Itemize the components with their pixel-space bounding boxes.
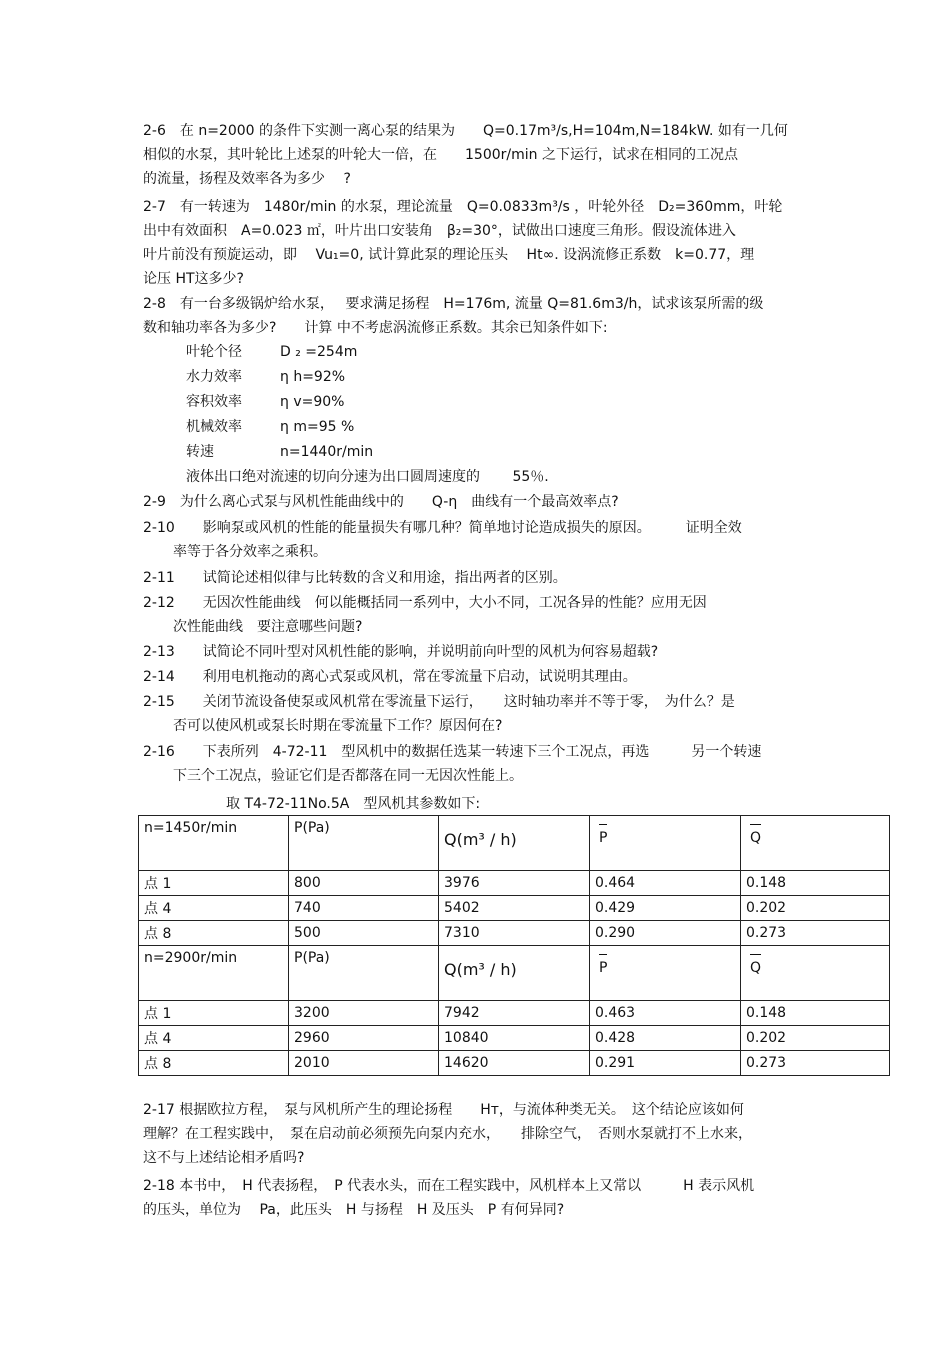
- table-caption: 取 T4-72-11No.5A 型风机其参数如下:: [226, 796, 481, 812]
- known-conditions-list: [186, 340, 549, 490]
- table-header-row: n=1450r/min P(Pa) Q(m³ / h) P Q: [139, 816, 890, 871]
- question-2-11: 2-11 试简论述相似律与比转数的含义和用途，指出两者的区别。: [143, 570, 567, 586]
- question-2-17: 2-17 根据欧拉方程， 泵与风机所产生的理论扬程 Hт，与流体种类无关。 这个结论应该如何 理解？在工程实践中， 泵在启动前必须预先向泵内充水， 排除空气， 否则水泵就打不上水来， 这不与上述结论相矛盾吗?: [143, 1102, 752, 1166]
- question-2-6: 2-6 在 n=2000 的条件下实测一离心泵的结果为 Q=0.17m³/s,H=104m,N=184kW. 如有一几何 相似的水泵，其叶轮比上述泵的叶轮大一倍，在 1500r/min 之下运行，试求在相同的工况点 的流量，扬程及效率各为多少 ?: [143, 123, 788, 187]
- table-header-row: n=2900r/min P(Pa) Q(m³ / h) P Q: [139, 946, 890, 1001]
- question-2-7: 2-7 有一转速为 1480r/min 的水泵，理论流量 Q=0.0833m³/s ，叶轮外径 D₂=360mm，叶轮 出中有效面积 A=0.023 ㎡，叶片出口安装角 β₂=30°，试做出口速度三角形。假设流体进入 叶片前没有预旋运动，即 Vu₁=0, 试计算此泵的理论压头 Ht∞. 设涡流修正系数 k=0.77，理 论压 HT这多少?: [143, 199, 783, 287]
- param-row: 机械效率 η m=95 %: [186, 419, 355, 435]
- table-row: 点 1 3200 7942 0.463 0.148: [139, 1001, 890, 1026]
- table-row: 点 1 800 3976 0.464 0.148: [139, 871, 890, 896]
- param-row: 叶轮个径 D ₂ =254m: [186, 344, 358, 360]
- question-2-14: 2-14 利用电机拖动的离心式泵或风机，常在零流量下启动，试说明其理由。: [143, 669, 637, 685]
- param-note: 液体出口绝对流速的切向分速为出口圆周速度的 55％.: [186, 469, 549, 485]
- table-row: 点 8 500 7310 0.290 0.273: [139, 921, 890, 946]
- fan-parameter-table: [138, 815, 890, 1076]
- question-2-10: 2-10 影响泵或风机的性能的能量损失有哪几种？简单地讨论造成损失的原因。 证明全效 率等于各分效率之乘积。: [143, 520, 742, 560]
- question-2-13: 2-13 试简论不同叶型对风机性能的影响，并说明前向叶型的风机为何容易超载?: [143, 644, 659, 660]
- param-row: 转速 n=1440r/min: [186, 444, 374, 460]
- table-row: 点 4 2960 10840 0.428 0.202: [139, 1026, 890, 1051]
- question-2-15: 2-15 关闭节流设备使泵或风机常在零流量下运行， 这时轴功率并不等于零， 为什么？是 否可以使风机或泵长时期在零流量下工作？原因何在?: [143, 694, 735, 734]
- param-row: 水力效率 η h=92%: [186, 369, 346, 385]
- question-2-16: 2-16 下表所列 4-72-11 型风机中的数据任选某一转速下三个工况点，再选 另一个转速 下三个工况点，验证它们是否都落在同一无因次性能上。: [143, 744, 762, 784]
- question-2-18: 2-18 本书中， H 代表扬程， P 代表水头，而在工程实践中，风机样本上又常以 H 表示风机 的压头，单位为 Pa，此压头 H 与扬程 H 及压头 P 有何异同?: [143, 1178, 755, 1218]
- question-2-9: 2-9 为什么离心式泵与风机性能曲线中的 Q-η 曲线有一个最高效率点?: [143, 494, 619, 510]
- param-row: 容积效率 η v=90%: [186, 394, 345, 410]
- table-row: 点 8 2010 14620 0.291 0.273: [139, 1051, 890, 1076]
- question-2-8: 2-8 有一台多级锅炉给水泵， 要求满足扬程 H=176m, 流量 Q=81.6m3/h，试求该泵所需的级 数和轴功率各为多少? 计算 中不考虑涡流修正系数。其余已知条件如下:: [143, 296, 764, 336]
- table-row: 点 4 740 5402 0.429 0.202: [139, 896, 890, 921]
- question-2-12: 2-12 无因次性能曲线 何以能概括同一系列中，大小不同，工况各异的性能？应用无因 次性能曲线 要注意哪些问题?: [143, 595, 707, 635]
